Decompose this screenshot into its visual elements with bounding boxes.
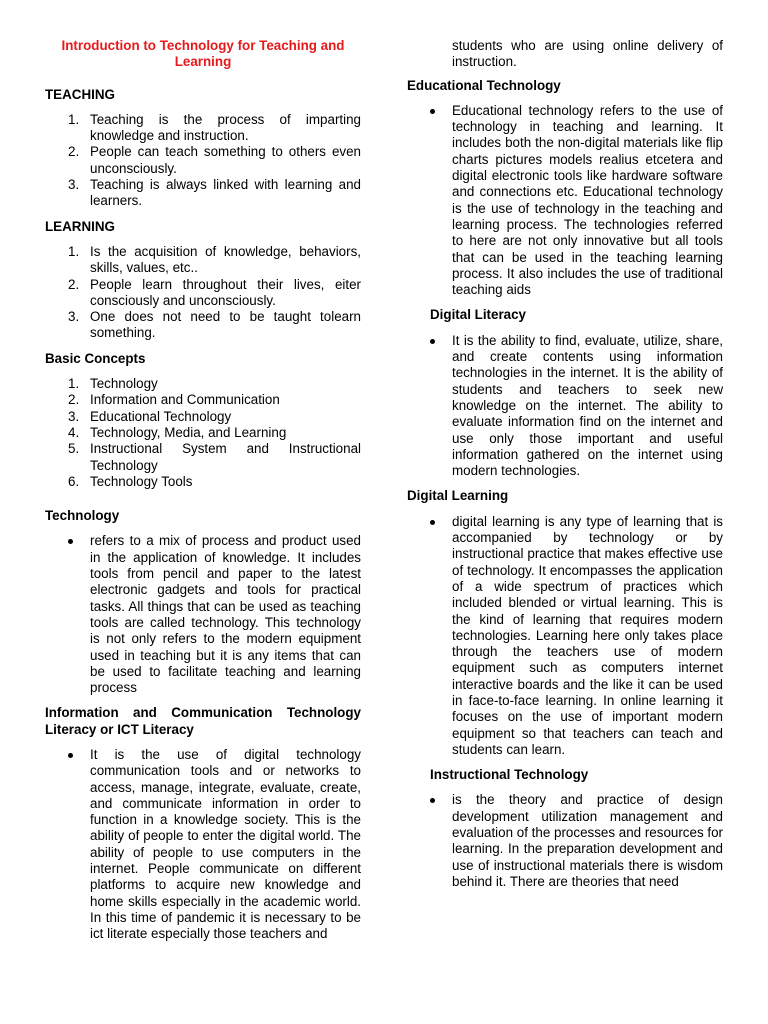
list-item: digital learning is any type of learning that is accompanied by technology or by instructional practice that makes effective use of technology. It encompasses the application of a wide spectrum of practices which included blended or virtual learning. This is the kind of learning that requires modern technologies. Learning here only takes place through the teachers use of modern equipment such as computers internet interactive boards and the like it can be used in face-to-face learning. In online learning it focuses on the use of important modern equipment so that teachers can teach and students can learn. — [407, 514, 723, 758]
list-item: 5. Instructional System and Instructional Technology — [68, 441, 361, 473]
section-heading-educational-technology: Educational Technology — [407, 77, 561, 93]
list-item: refers to a mix of process and product used in the application of knowledge. It includes tools from pencil and paper to the latest electronic gadgets and tools for practical tasks. All things that can be used as teaching tools are called technology. This technology is not only refers to the modern equipment used in teaching but it is any items that can be used to facilitate teaching and learning process — [45, 533, 361, 696]
list-item: 3. One does not need to be taught tolearn something. — [68, 309, 361, 341]
learning-list — [45, 244, 361, 342]
bullet-icon — [430, 339, 435, 344]
section-heading-digital-literacy: Digital Literacy — [430, 307, 526, 323]
section-heading-teaching: TEACHING — [45, 86, 115, 102]
list-item: 6. Technology Tools — [68, 473, 193, 489]
ict-bullets — [45, 747, 361, 943]
instructional-technology-bullets — [407, 792, 723, 890]
list-item: Educational technology refers to the use of technology in teaching and learning. It includes both the non-digital materials like flip charts pictures models realius etcetera and digital electronic tools like hardware software and connections etc. Educational technology is the use of technology in the teaching and learning process. The technologies referred to here are not only innovative but all tools that can be used in the teaching learning process. It also includes the use of traditional teaching aids — [407, 103, 723, 299]
edtech-bullets — [407, 103, 723, 299]
list-item: 2. Information and Communication — [68, 392, 280, 408]
list-item: 3. Educational Technology — [68, 408, 232, 424]
list-item: is the theory and practice of design development utilization management and evaluation of the processes and resources for learning. In the preparation development and use of instructional materials there is wisdom behind it. There are theories that need — [407, 792, 723, 890]
continued-paragraph: students who are using online delivery of instruction. — [452, 38, 723, 70]
section-heading-basic-concepts: Basic Concepts — [45, 350, 146, 366]
list-item: It is the ability to find, evaluate, utilize, share, and create contents using information technologies in the internet. It is the ability of students and teachers to seek new knowledge on the internet. The ability to evaluate information find on the internet and use only those important and useful information gathered on the internet using modern technologies. — [407, 333, 723, 480]
list-item: It is the use of digital technology communication tools and or networks to access, manage, integrate, evaluate, create, and communicate information in order to function in a knowledge society. This is the ability of people to enter the digital world. The ability of people to use computers in the internet. People communicate on different platforms to acquire new knowledge and home skills especially in the academic world. In this time of pandemic it is necessary to be ict literate especially those teachers and — [45, 747, 361, 943]
list-item: 2. People can teach something to others even unconsciously. — [68, 144, 361, 176]
technology-bullets — [45, 533, 361, 696]
section-heading-technology: Technology — [45, 508, 120, 524]
section-heading-ict-literacy: Information and Communication Technology Literacy or ICT Literacy — [45, 705, 361, 737]
document-title: Introduction to Technology for Teaching and Learning — [61, 38, 345, 70]
list-item: 4. Technology, Media, and Learning — [68, 424, 287, 440]
list-item: 3. Teaching is always linked with learning and learners. — [68, 177, 361, 209]
digital-literacy-bullets — [407, 333, 723, 480]
bullet-icon — [430, 520, 435, 525]
teaching-list — [45, 112, 361, 210]
bullet-icon — [430, 109, 435, 114]
digital-learning-bullets — [407, 514, 723, 758]
left-column — [45, 38, 361, 952]
basic-concepts-list — [45, 376, 361, 490]
list-item: 1. Teaching is the process of imparting knowledge and instruction. — [68, 111, 361, 144]
section-heading-digital-learning: Digital Learning — [407, 488, 509, 504]
section-heading-learning: LEARNING — [45, 218, 115, 234]
section-heading-instructional-technology: Instructional Technology — [430, 767, 589, 783]
list-item: 1. Is the acquisition of knowledge, behaviors, skills, values, etc.. — [68, 243, 361, 276]
bullet-icon — [430, 798, 435, 803]
bullet-icon — [68, 753, 73, 758]
list-item: 1. Technology — [68, 376, 158, 392]
bullet-icon — [68, 539, 73, 544]
right-column — [407, 38, 723, 899]
list-item: 2. People learn throughout their lives, eiter consciously and unconsciously. — [68, 276, 361, 308]
